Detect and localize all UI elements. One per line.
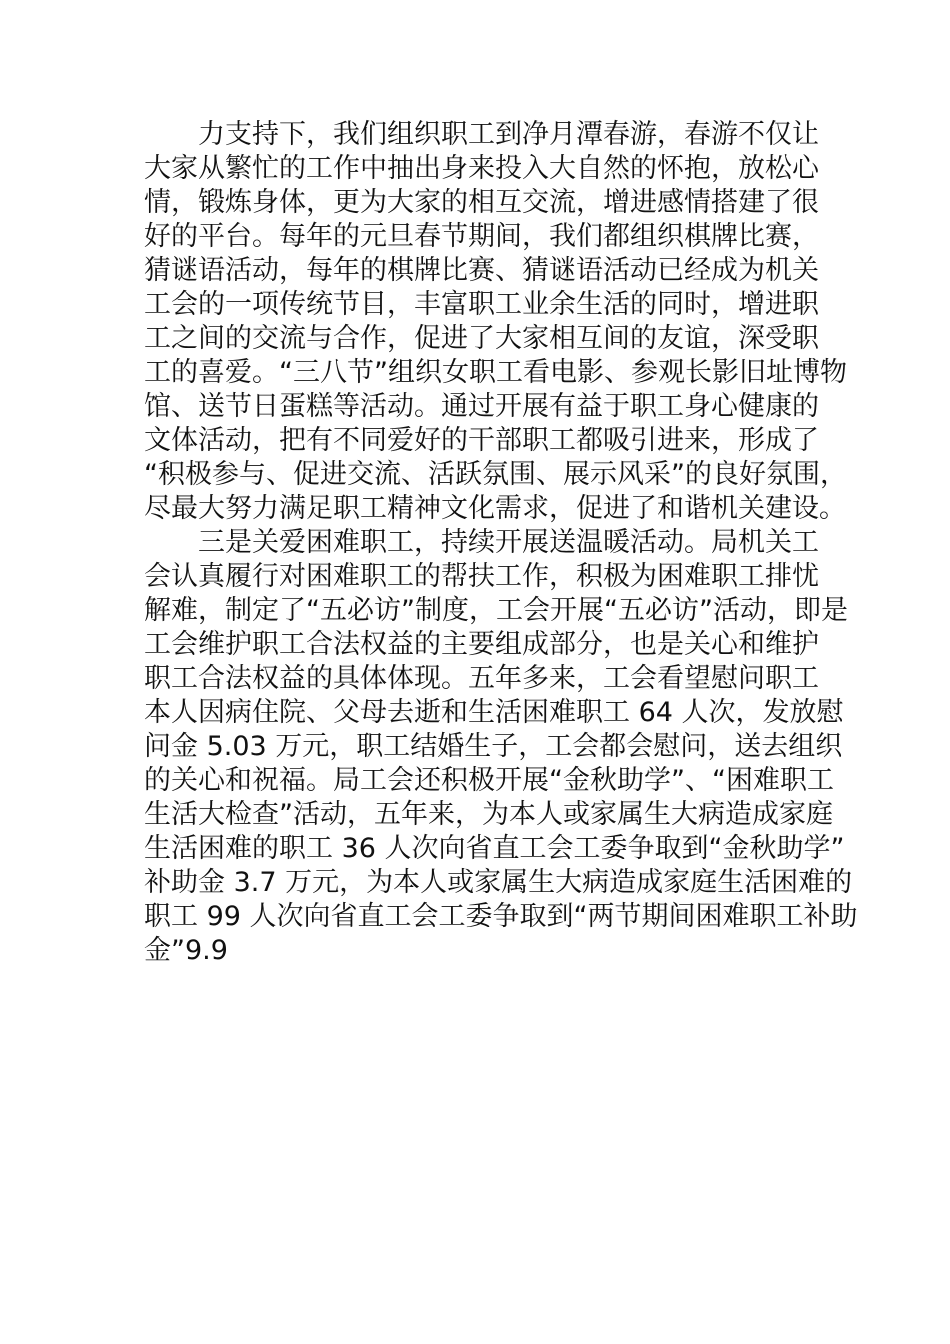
document-body [144,118,858,968]
text-line: 工之间的交流与合作，促进了大家相互间的友谊，深受职 [144,323,819,354]
text-line: 的关心和祝福。局工会还积极开展“金秋助学”、“困难职工 [144,765,834,796]
text-line: 职工合法权益的具体体现。五年多来，工会看望慰问职工 [144,663,819,694]
text-line: 金”9.9 [144,935,228,966]
text-line: 解难，制定了“五必访”制度，工会开展“五必访”活动，即是 [144,595,848,626]
text-line: 工会的一项传统节目，丰富职工业余生活的同时，增进职 [144,289,819,320]
text-line: “积极参与、促进交流、活跃氛围、展示风采”的良好氛围， [144,459,847,490]
text-line: 工的喜爱。“三八节”组织女职工看电影、参观长影旧址博物 [144,357,847,388]
text-line: 本人因病住院、父母去逝和生活困难职工 64 人次，发放慰 [144,697,844,728]
text-line: 情，锻炼身体，更为大家的相互交流，增进感情搭建了很 [144,187,819,218]
text-line: 三是关爱困难职工，持续开展送温暖活动。局机关工 [198,527,819,558]
paragraph-2 [144,526,858,968]
text-line: 生活困难的职工 36 人次向省直工会工委争取到“金秋助学” [144,833,845,864]
text-line: 好的平台。每年的元旦春节期间，我们都组织棋牌比赛， [144,221,819,252]
text-line: 工会维护职工合法权益的主要组成部分，也是关心和维护 [144,629,819,660]
text-line: 生活大检查”活动，五年来，为本人或家属生大病造成家庭 [144,799,833,830]
text-line: 力支持下，我们组织职工到净月潭春游，春游不仅让 [198,119,819,150]
paragraph-1 [144,118,847,526]
text-line: 馆、送节日蛋糕等活动。通过开展有益于职工身心健康的 [144,391,819,422]
text-line: 问金 5.03 万元，职工结婚生子，工会都会慰问，送去组织 [144,731,843,762]
text-line: 大家从繁忙的工作中抽出身来投入大自然的怀抱，放松心 [144,153,819,184]
text-line: 文体活动，把有不同爱好的干部职工都吸引进来，形成了 [144,425,819,456]
text-line: 职工 99 人次向省直工会工委争取到“两节期间困难职工补助 [144,901,858,932]
text-line: 补助金 3.7 万元，为本人或家属生大病造成家庭生活困难的 [144,867,853,898]
text-line: 尽最大努力满足职工精神文化需求，促进了和谐机关建设。 [144,493,846,524]
text-line: 会认真履行对困难职工的帮扶工作，积极为困难职工排忧 [144,561,819,592]
text-line: 猜谜语活动，每年的棋牌比赛、猜谜语活动已经成为机关 [144,255,819,286]
